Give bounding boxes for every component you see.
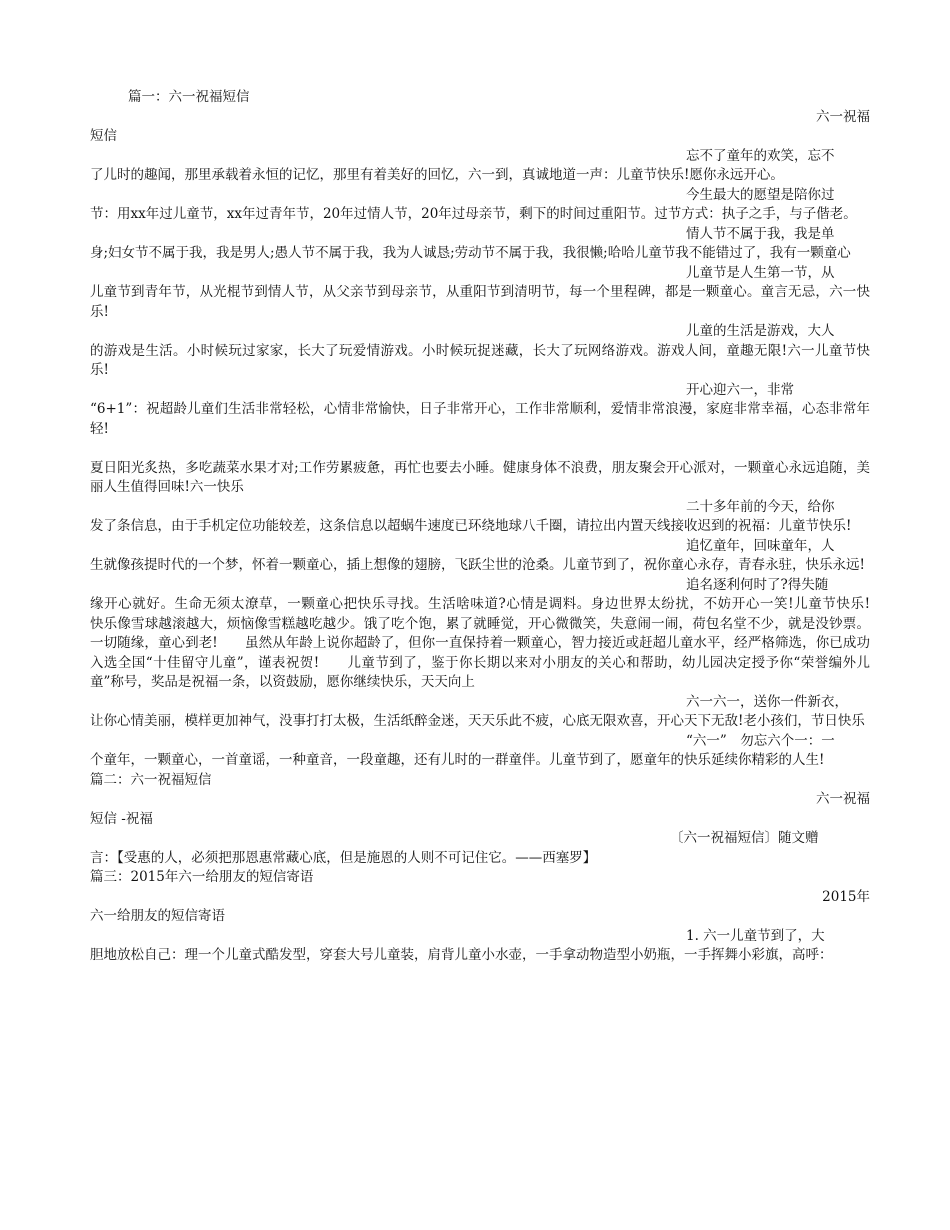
paragraph-1: 了儿时的趣闻，那里承载着永恒的记忆，那里有着美好的回忆，六一到，真诚地道一声：儿童节快乐!愿你永远开心。 — [90, 167, 784, 183]
paragraph-8-start: 二十多年前的今天，给你 — [686, 498, 835, 515]
paragraph-3: 身;妇女节不属于我，我是男人;愚人节不属于我，我为人诚恳;劳动节不属于我，我很懒;哈哈儿童节我不能错过了，我有一颗童心 — [90, 245, 851, 261]
paragraph-3-start: 情人节不属于我，我是单 — [686, 225, 835, 242]
section-1-subtitle-left: 短信 — [90, 128, 117, 144]
blank-line — [90, 439, 870, 459]
paragraph-4: 儿童节到青年节，从光棍节到情人节，从父亲节到母亲节，从重阳节到清明节，每一个里程碑，都是一颗童心。童言无忌，六一快乐! — [90, 284, 870, 320]
section-heading-3: 篇三：2015年六一给朋友的短信寄语 — [90, 869, 314, 885]
paragraph-10-start: 追名逐利何时了?得失随 — [686, 576, 829, 593]
paragraph-10: 缘开心就好。生命无须太潦草，一颗童心把快乐寻找。生活啥味道?心情是调料。身边世界太纷扰，不妨开心一笑!儿童节快乐! 快乐像雪球越滚越大，烦恼像雪糕越吃越少。饿了吃个饱，累了就睡觉，开心微微笑，失意闹一闹，荷包名堂不少，就是没钞票。一切随缘，童心到老! 虽然从年龄上说你超龄了，但你一直保持着一颗童心，智力接近或赶超儿童水平，经严格筛选，你已成功入选全国“十佳留守儿童”，谨表祝贺! 儿童节到了，鉴于你长期以来对小朋友的关心和帮助，幼儿园决定授予你“荣誉编外儿童”称号，奖品是祝福一条，以资鼓励，愿你继续快乐，天天向上 — [90, 596, 897, 690]
paragraph-9: 生就像孩提时代的一个梦，怀着一颗童心，插上想像的翅膀，飞跃尘世的沧桑。儿童节到了，祝你童心永存，青春永驻，快乐永远! — [90, 557, 865, 573]
paragraph-6: “6+1”：祝超龄儿童们生活非常轻松，心情非常愉快，日子非常开心，工作非常顺利，爱情非常浪漫，家庭非常幸福，心态非常年轻! — [90, 401, 870, 437]
section-1-subtitle-right: 六一祝福 — [816, 108, 870, 125]
section-2-note-start: 〔六一祝福短信〕随文赠 — [670, 830, 819, 846]
section-2-note: 言：【受惠的人，必须把那恩惠常藏心底，但是施恩的人则不可记住它。——西塞罗】 — [90, 849, 597, 866]
paragraph-12: 个童年，一颗童心，一首童谣，一种童音，一段童趣，还有儿时的一群童伴。儿童节到了，愿童年的快乐延续你精彩的人生! — [90, 752, 825, 768]
paragraph-9-start: 追忆童年，回味童年，人 — [686, 537, 835, 554]
section-3-subtitle-left: 六一给朋友的短信寄语 — [90, 908, 225, 924]
paragraph-5-start: 儿童的生活是游戏，大人 — [686, 323, 835, 339]
paragraph-8: 发了条信息，由于手机定位功能较差，这条信息以超蜗牛速度已环绕地球八千圈，请拉出内置天线接收迟到的祝福：儿童节快乐! — [90, 518, 852, 534]
paragraph-7: 夏日阳光炙热，多吃蔬菜水果才对;工作劳累疲惫，再忙也要去小睡。健康身体不浪费，朋友聚会开心派对，一颗童心永远追随，美丽人生值得回味!六一快乐 — [90, 459, 870, 495]
paragraph-6-start: 开心迎六一，非常 — [686, 381, 794, 398]
paragraph-5: 的游戏是生活。小时候玩过家家，长大了玩爱情游戏。小时候玩捉迷藏，长大了玩网络游戏。游戏人间，童趣无限!六一儿童节快乐! — [90, 342, 870, 378]
section-3-subtitle-right: 2015年 — [822, 888, 870, 905]
section-2-subtitle-left: 短信 -祝福 — [90, 810, 153, 827]
paragraph-11-start: 六一六一，送你一件新衣， — [686, 693, 848, 710]
section-heading-2: 篇二：六一祝福短信 — [90, 771, 212, 788]
paragraph-2-start: 今生最大的愿望是陪你过 — [686, 186, 835, 203]
section-2-subtitle-right: 六一祝福 — [816, 791, 870, 807]
paragraph-12-start: “六一” 勿忘六个一：一 — [686, 732, 835, 749]
paragraph-1-start: 忘不了童年的欢笑，忘不 — [686, 147, 835, 164]
document-body — [90, 88, 897, 966]
section-heading-1: 篇一：六一祝福短信 — [128, 89, 250, 105]
paragraph-4-start: 儿童节是人生第一节，从 — [686, 264, 835, 281]
paragraph-13-start: 1. 六一儿童节到了，大 — [686, 927, 825, 944]
paragraph-11: 让你心情美丽，模样更加神气，没事打打太极，生活纸醉金迷，天天乐此不疲，心底无限欢喜，开心天下无敌!老小孩们，节日快乐 — [90, 713, 865, 729]
paragraph-13: 胆地放松自己：理一个儿童式酷发型，穿套大号儿童装，肩背儿童小水壶，一手拿动物造型小奶瓶，一手挥舞小彩旗，高呼： — [90, 947, 833, 963]
paragraph-2: 节：用xx年过儿童节，xx年过青年节，20年过情人节，20年过母亲节，剩下的时间过重阳节。过节方式：执子之手，与子偕老。 — [90, 206, 857, 222]
